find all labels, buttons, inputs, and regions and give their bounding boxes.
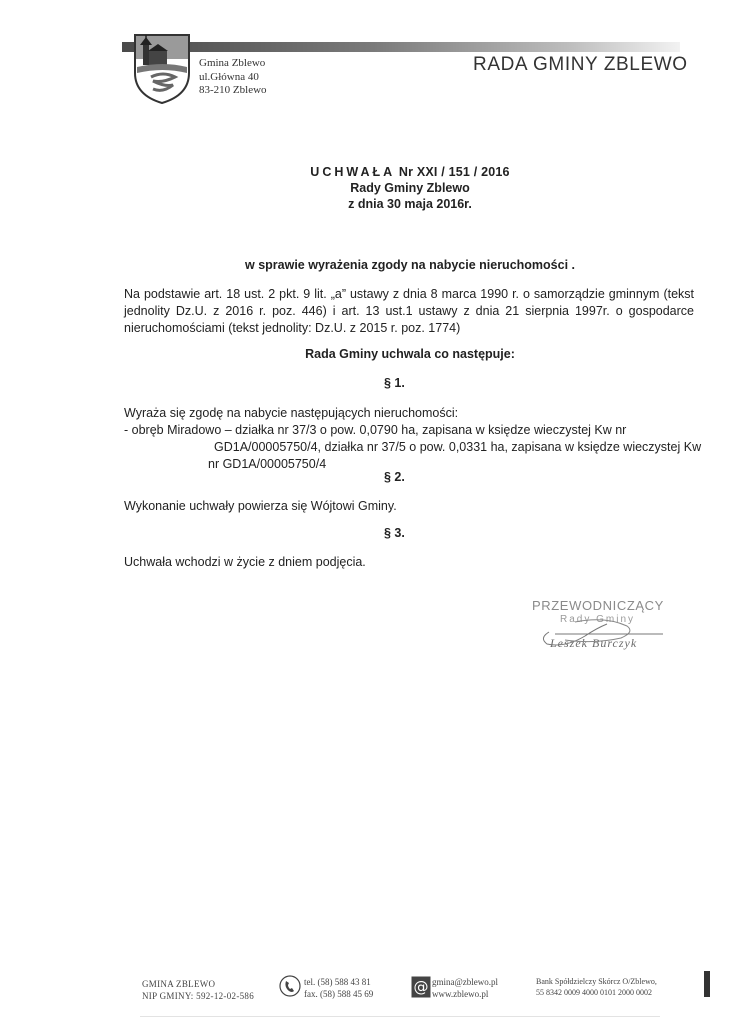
- resolution-date: z dnia 30 maja 2016r.: [348, 197, 472, 211]
- coat-of-arms-icon: [133, 33, 191, 105]
- header-bar: [122, 42, 680, 52]
- signature-icon: [535, 612, 665, 657]
- section-3-text: Uchwała wchodzi w życie z dniem podjęcia.: [124, 555, 366, 569]
- footer-line: tel. (58) 588 43 81: [304, 977, 371, 987]
- bottom-divider: [140, 1016, 660, 1017]
- section-1-text: [124, 405, 702, 473]
- footer-line: NIP GMINY: 592-12-02-586: [142, 991, 255, 1001]
- footer-bank: [536, 976, 657, 998]
- stamp-title: PRZEWODNICZĄCY: [532, 598, 664, 613]
- resolution-word: UCHWAŁA: [310, 165, 396, 179]
- section-line: nr GD1A/00005750/4: [208, 457, 327, 471]
- section-line: Wyraża się zgodę na nabycie następujących nieruchomości:: [124, 406, 459, 420]
- section-line: GD1A/00005750/4, działka nr 37/5 o pow. 0,0331 ha, zapisana w księdze wieczystej Kw: [214, 440, 702, 454]
- resolution-number-line: [200, 164, 620, 180]
- phone-icon: [279, 975, 301, 997]
- decision-heading: Rada Gminy uchwala co następuje:: [305, 347, 515, 361]
- section-3-mark: § 3.: [384, 526, 405, 540]
- footer-mark: [704, 971, 710, 997]
- email-link[interactable]: gmina@zblewo.pl: [432, 977, 499, 987]
- address-line: Gmina Zblewo: [199, 57, 266, 69]
- resolution-number: Nr XXI / 151 / 2016: [398, 165, 510, 179]
- resolution-issuer: Rady Gminy Zblewo: [350, 181, 470, 195]
- stamp-subtitle: Rady Gminy: [560, 614, 636, 625]
- council-name: RADA GMINY ZBLEWO: [473, 54, 688, 75]
- address-line: ul.Główna 40: [199, 70, 259, 83]
- footer-contact: [432, 976, 498, 1000]
- legal-basis: Na podstawie art. 18 ust. 2 pkt. 9 lit. „a” ustawy z dnia 8 marca 1990 r. o samorządzie gminnym (tekst jednolity Dz.U. z 2016 r. poz. 446) i art. 13 ust.1 ustawy z dnia 21 sierpnia 1997r. o gospodarce nieruchomościami (tekst jednolity: Dz.U. z 2015 r. poz. 1774): [124, 287, 694, 335]
- resolution-subject: w sprawie wyrażenia zgody na nabycie nieruchomości .: [245, 258, 575, 272]
- footer-organization: [142, 978, 254, 1002]
- municipality-address: [199, 57, 267, 98]
- footer-line: fax. (58) 588 45 69: [304, 989, 374, 999]
- website-link[interactable]: www.zblewo.pl: [432, 989, 489, 999]
- section-line: - obręb Miradowo – działka nr 37/3 o pow. 0,0790 ha, zapisana w księdze wieczystej Kw nr: [124, 423, 627, 437]
- section-1-mark: § 1.: [384, 376, 405, 390]
- email-at-icon: [411, 976, 431, 998]
- footer-line: GMINA ZBLEWO: [142, 979, 216, 989]
- stamp-name: Leszek Burczyk: [550, 636, 638, 650]
- address-line: 83-210 Zblewo: [199, 84, 267, 96]
- resolution-title: [200, 164, 620, 212]
- footer-line: Bank Spółdzielczy Skórcz O/Zblewo,: [536, 977, 657, 986]
- svg-text:@: @: [413, 978, 429, 996]
- footer-phone: [304, 976, 373, 1000]
- section-2-text: Wykonanie uchwały powierza się Wójtowi Gminy.: [124, 499, 397, 513]
- section-2-mark: § 2.: [384, 470, 405, 484]
- footer-line: 55 8342 0009 4000 0101 2000 0002: [536, 988, 652, 997]
